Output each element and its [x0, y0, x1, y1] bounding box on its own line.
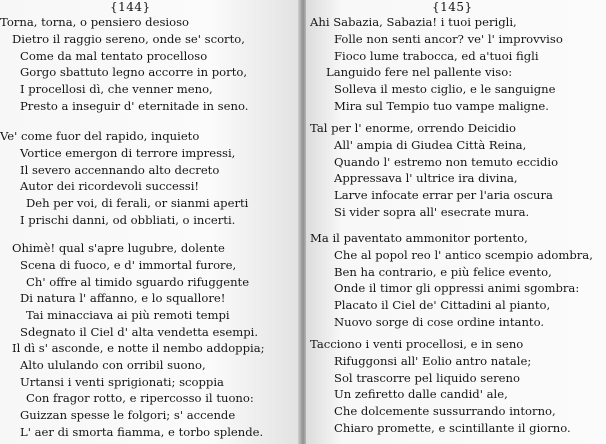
verse-line: Ahi Sabazia, Sabazia! i tuoi perigli,: [310, 15, 517, 29]
verse-line: Alto ululando con orribil suono,: [20, 357, 206, 372]
verse-line: Guizzan spesse le folgori; s' accende: [20, 408, 236, 423]
verse-line: Che dolcemente sussurrando intorno,: [334, 404, 556, 419]
right-page: [306, 0, 606, 444]
verse-line: Urtansi i venti sprigionati; scoppia: [20, 374, 224, 389]
verse-line: Ve' come fuor del rapido, inquieto: [0, 129, 200, 143]
verse-line: I procellosi dì, che venner meno,: [20, 82, 213, 97]
verse-line: Torna, torna, o pensiero desioso: [0, 15, 190, 29]
verse-line: Ma il paventato ammonitor portento,: [310, 231, 528, 245]
verse-line: Rifuggonsi all' Eolio antro natale;: [334, 353, 532, 368]
stanza-right-1: [306, 14, 563, 115]
verse-line: Sol trascorre pel liquido sereno: [334, 370, 520, 385]
stanza-left-1: [0, 14, 248, 115]
verse-line: Vortice emergon di terrore impressi,: [20, 145, 236, 160]
verse-line: Chiaro promette, e scintillante il giorno.: [334, 420, 571, 435]
verse-line: Deh per voi, di ferali, or sianmi aperti: [26, 196, 249, 211]
stanza-left-2: [0, 128, 248, 229]
verse-line: Ohimè! qual s'apre lugubre, dolente: [12, 241, 225, 255]
page-number-right: {145}: [432, 0, 473, 14]
verse-line: Ben ha contrario, e più felice evento,: [334, 264, 552, 279]
verse-line: Languido fere nel pallente viso:: [326, 65, 513, 80]
verse-line: Tacciono i venti procellosi, e in seno: [310, 337, 524, 351]
stanza-right-3: [306, 230, 593, 331]
verse-line: I prischi danni, od obbliati, o incerti.: [20, 212, 236, 227]
left-page: [0, 0, 300, 444]
verse-line: Fioco lume traboccа, ed a'tuoi figli: [334, 48, 539, 63]
stanza-right-2: [306, 120, 558, 221]
verse-line: Solleva il mesto ciglio, e le sanguigne: [334, 82, 556, 97]
verse-line: Un zefiretto dalle candid' ale,: [334, 387, 508, 402]
verse-line: Presto a inseguir d' eternitade in seno.: [20, 98, 249, 113]
page-number-left: {144}: [110, 0, 151, 14]
verse-line: Autor dei ricordevoli successi!: [20, 179, 200, 194]
verse-line: Si vider sopra all' esecrate mura.: [334, 204, 530, 219]
verse-line: Dietro il raggio sereno, onde se' scorto,: [12, 31, 245, 46]
verse-line: Tal per l' enorme, orrendo Deicidio: [310, 121, 516, 135]
stanza-left-4: [0, 340, 265, 441]
verse-line: Larve infocate errar per l'aria oscura: [334, 188, 553, 203]
verse-line: Folle non senti ancor? ve' l' improvviso: [334, 31, 563, 46]
verse-line: Tai minacciava ai più remoti tempi: [26, 308, 230, 323]
verse-line: Quando l' estremo non temuto eccidio: [334, 154, 559, 169]
verse-line: Gorgo sbattuto legno accorre in porto,: [20, 65, 248, 80]
verse-line: Appressava l' ultrice ira divina,: [334, 171, 518, 186]
verse-line: Scena di fuoco, e d' immortal furore,: [20, 257, 237, 272]
verse-line: Il severo accennando alto decreto: [20, 162, 220, 177]
verse-line: Che al popol reo l' antico scempio adombra,: [334, 247, 593, 262]
verse-line: Nuovo sorge di cose ordine intanto.: [334, 314, 545, 329]
verse-line: Come da mal tentato procelloso: [20, 48, 208, 63]
verse-line: Il dì s' asconde, e notte il nembo addoppia;: [12, 341, 265, 355]
verse-line: Placato il Ciel de' Cittadini al pianto,: [334, 298, 551, 313]
verse-line: Sdegnato il Ciel d' alta vendetta esempi.: [20, 324, 259, 339]
verse-line: Mira sul Tempio tuo vampe maligne.: [334, 98, 549, 113]
verse-line: Con fragor rotto, e ripercosso il tuono:: [26, 391, 254, 406]
verse-line: Ch' offre al timido sguardo rifuggente: [26, 274, 250, 289]
verse-line: L' aer di smorta fiamma, e torbo splende.: [20, 424, 264, 439]
verse-line: All' ampia di Giudea Città Reina,: [334, 137, 527, 152]
verse-line: Onde il timor gli oppressi animi sgombra:: [334, 281, 580, 296]
verse-line: Di natura l' affanno, e lo squallore!: [20, 291, 226, 306]
stanza-right-4: [306, 336, 571, 437]
stanza-left-3: [0, 240, 258, 341]
